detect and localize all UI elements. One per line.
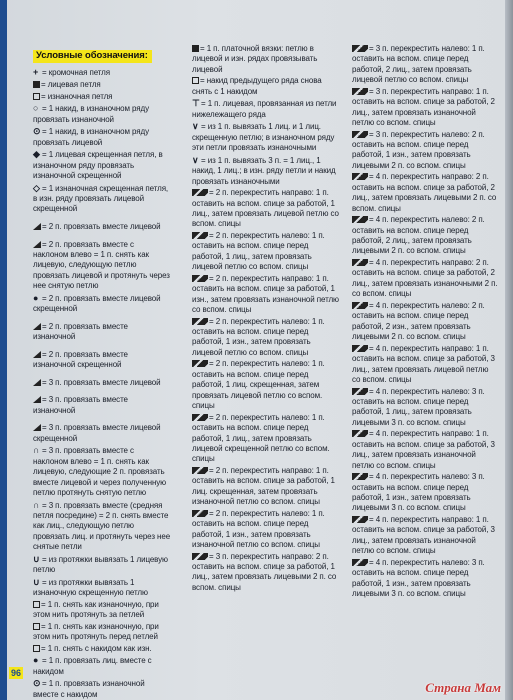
legend-item-text: = 2 п. перекрестить налево: 1 п. оставить на вспом. спице перед работой, 1 лиц., затем провязать лицевой петлю со вспом. спицы: [192, 231, 325, 272]
legend-item: [33, 554, 171, 576]
diamond-symbol-icon: ◆: [33, 149, 40, 160]
legend-item-text: = из 1 п. вывязать 3 п. = 1 лиц., 1 накид, 1 лиц.; в изн. ряду петли и накид провязать изнаночными: [192, 155, 336, 186]
cable-cross-icon: [352, 302, 368, 309]
cable-cross-icon: [352, 559, 368, 566]
legend-item-text: = лицевая петля: [41, 80, 101, 89]
legend-item: [192, 317, 339, 359]
legend-item: [192, 509, 339, 551]
legend-item-text: = 3 п. провязать вместе (средняя петля посредине) = 2 п. снять вместе как лиц., следующую петлю провязать лиц. и протянуть через нее снятые петли: [33, 500, 171, 552]
circle-symbol-icon: ○: [33, 103, 39, 114]
legend-item-text: = из протяжки вывязать 1 изнаночную скрещенную петлю: [33, 577, 148, 598]
legend-item-text: = 4 п. перекрестить направо: 1 п. оставить на вспом. спице за работой, 3 лиц., затем провязать изнаночной петлю со вспом. спицы: [352, 514, 495, 556]
arch-symbol-icon: ∩: [33, 499, 40, 510]
knit-stitch-icon: [192, 45, 199, 52]
bullet-symbol-icon: ●: [33, 292, 39, 303]
legend-item: [33, 234, 171, 292]
legend-item-text: = из 1 п. вывязать 1 лиц. и 1 лиц. скрещенную петлю; в изнаночном ряду эти петли провязать изнаночными: [192, 122, 335, 153]
cable-cross-icon: [352, 345, 368, 352]
legend-item: [33, 500, 171, 553]
legend-item-text: = 3 п. провязать вместе изнаночной: [33, 395, 128, 415]
legend-item: [33, 293, 171, 315]
legend-item-text: = накид предыдущего ряда снова снять с 1 накидом: [192, 76, 322, 96]
legend-item: [33, 126, 171, 148]
cable-cross-icon: [192, 189, 208, 196]
legend-item-text: = изнаночная петля: [41, 91, 113, 101]
legend-item-text: = 1 п. провязать изнаночной вместе с накидом: [33, 679, 145, 699]
decrease-icon: [33, 372, 41, 386]
legend-item: [33, 389, 171, 416]
dot-symbol-icon: ⊙: [33, 678, 41, 689]
legend-item-text: = 4 п. перекрестить налево: 2 п. оставить на вспом. спице перед работой, 2 лиц., затем провязать лицевыми 2 п. со вспом. спицы: [352, 215, 485, 256]
legend-item-text: = 2 п. перекрестить налево: 1 п. оставить на вспом. спице перед работой, 1 изн., затем провязать изнаночной петлю со вспом. спицы: [192, 508, 325, 549]
u-symbol-icon: ∪: [33, 576, 40, 587]
legend-item-text: = 2 п. перекрестить направо: 1 п. оставить на вспом. спице за работой, 1 изн., затем провязать изнаночной петлю со вспом. спицы: [192, 273, 339, 315]
legend-item-text: = 3 п. перекрестить направо: 1 п. оставить на вспом. спице за работой, 2 лиц., затем провязать изнаночной петлю со вспом. спицы: [352, 86, 495, 128]
legend-item: [192, 552, 339, 594]
legend-item-text: = 2 п. перекрестить налево: 1 п. оставить на вспом. спице перед работой, 1 лиц., затем провязать лицевой скрещенной петлю со вспом. спицы: [192, 412, 330, 464]
legend-item: [352, 558, 498, 600]
plus-symbol-icon: +: [33, 67, 39, 78]
cable-cross-icon: [192, 553, 208, 560]
cable-cross-icon: [352, 173, 368, 180]
purl-stitch-icon: [33, 623, 40, 630]
legend-item: [352, 258, 498, 300]
t-symbol-icon: ⊤: [192, 98, 200, 109]
cable-cross-icon: [192, 275, 208, 282]
legend-item: [33, 655, 171, 677]
cable-cross-icon: [352, 259, 368, 266]
legend-item: [33, 67, 171, 78]
legend-item-text: = 2 п. провязать вместе лицевой: [42, 222, 161, 231]
legend-item-text: = 3 п. перекрестить налево: 2 п. оставить на вспом. спице перед работой, 1 изн., затем провязать лицевыми 2 п. со вспом. спицы: [352, 129, 485, 170]
legend-item: [352, 87, 498, 129]
diamondo-symbol-icon: ◇: [33, 182, 40, 193]
legend-item-text: = 4 п. перекрестить направо: 2 п. оставить на вспом. спице за работой, 2 лиц., затем провязать изнаночными 2 п. со вспом. спицы: [352, 258, 498, 299]
legend-item: [352, 172, 498, 214]
legend-item: [192, 98, 339, 120]
legend-item-text: = 1 п. снять как изнаночную, при этом нить протянуть за петлей: [33, 599, 159, 620]
decrease-icon: [33, 234, 41, 248]
legend-item-text: = 3 п. провязать вместе лицевой: [42, 377, 161, 387]
decrease-icon: [33, 417, 41, 431]
v-symbol-icon: ∨: [192, 154, 199, 165]
legend-item: [33, 103, 171, 125]
legend-item: [192, 231, 339, 273]
legend-item: [352, 387, 498, 429]
legend-item-text: = 2 п. провязать вместе лицевой скрещенной: [33, 293, 161, 314]
knit-stitch-icon: [33, 81, 40, 88]
legend-item-text: = кромочная петля: [42, 68, 110, 78]
cable-cross-icon: [192, 360, 208, 367]
page-number: 96: [10, 668, 21, 678]
cable-cross-icon: [352, 388, 368, 395]
legend-item: [352, 344, 498, 386]
legend-item: [33, 216, 171, 232]
legend-item-text: = 2 п. перекрестить налево: 1 п. оставить на вспом. спице перед работой, 1 лиц. скрещенная, затем провязать лицевой петлю со вспом. спицы: [192, 359, 325, 411]
legend-item: [352, 472, 498, 514]
cable-cross-icon: [192, 232, 208, 239]
v-symbol-icon: ∨: [192, 121, 199, 132]
legend-item: [33, 149, 171, 181]
decrease-icon: [33, 216, 41, 230]
legend-item-text: = 4 п. перекрестить налево: 3 п. оставить на вспом. спице перед работой, 1 изн., затем провязать лицевыми 3 п. со вспом. спицы: [352, 557, 485, 598]
legend-item-text: = 1 п. провязать лиц. вместе с накидом: [33, 656, 152, 676]
legend-item: [192, 44, 339, 75]
bullet-symbol-icon: ●: [33, 655, 39, 666]
legend-item-text: = из протяжки вывязать 1 лицевую петлю: [33, 554, 168, 575]
legend-item: [192, 274, 339, 316]
legend-item: [192, 359, 339, 411]
cable-cross-icon: [352, 88, 368, 95]
legend-item: [33, 183, 171, 215]
legend-item: [352, 44, 498, 86]
dot-symbol-icon: ⊙: [33, 126, 41, 137]
legend-item-text: = 1 п. лицевая, провязанная из петли нижележащего ряда: [192, 99, 337, 119]
legend-column-3: [352, 44, 498, 694]
legend-item-text: = 3 п. перекрестить направо: 2 п. оставить на вспом. спице за работой, 1 лиц., затем провязать лицевыми 2 п. со вспом. спицы: [192, 551, 337, 592]
legend-item: [192, 76, 339, 97]
page-binding-edge: [505, 0, 513, 700]
legend-item: [192, 188, 339, 230]
legend-item: [33, 344, 171, 371]
decrease-icon: [33, 316, 41, 330]
page-tab-strip: [0, 0, 7, 700]
legend-item: [192, 121, 339, 153]
legend-column-2: [192, 44, 339, 694]
purl-stitch-icon: [33, 645, 40, 652]
legend-item-text: = 1 п. платочной вязки: петлю в лицевой и изн. рядах провязывать лицевой: [192, 44, 318, 74]
legend-item: [352, 130, 498, 172]
legend-item-text: = 2 п. перекрестить направо: 1 п. оставить на вспом. спице за работой, 1 лиц., затем провязать лицевой петлю со вспом. спицы: [192, 188, 339, 229]
legend-item-text: = 2 п. перекрестить налево: 1 п. оставить на вспом. спице перед работой, 1 изн., затем провязать лицевой петлю со вспом. спицы: [192, 316, 325, 357]
legend-item: [192, 466, 339, 508]
legend-item-text: = 3 п. перекрестить налево: 1 п. оставить на вспом. спице перед работой, 2 лиц., затем провязать лицевой петлю со вспом. спицы: [352, 44, 485, 85]
legend-item-text: = 4 п. перекрестить налево: 3 п. оставить на вспом. спице перед работой, 1 лиц., затем провязать лицевыми 3 п. со вспом. спицы: [352, 386, 485, 427]
cable-cross-icon: [352, 430, 368, 437]
cable-cross-icon: [352, 216, 368, 223]
legend-item-text: = 1 п. снять как изнаночную, при этом нить протянуть перед петлей: [33, 621, 159, 642]
legend-column-1: [33, 50, 171, 699]
u-symbol-icon: ∪: [33, 553, 40, 564]
legend-item-text: = 1 накид, в изнаночном ряду провязать лицевой: [33, 127, 150, 147]
watermark-logo: Страна Мам: [425, 680, 501, 695]
legend-item: [192, 413, 339, 465]
legend-item-text: = 2 п. провязать вместе с наклоном влево = 1 п. снять как лицевую, следующую петлю провязать лицевой и протянуть через нее снятую петлю: [33, 239, 170, 291]
legend-item-text: = 2 п. провязать вместе изнаночной скрещенной: [33, 349, 128, 370]
decrease-icon: [33, 344, 41, 358]
legend-item: [33, 417, 171, 444]
legend-item-text: = 3 п. провязать вместе лицевой скрещенной: [33, 423, 161, 443]
cable-cross-icon: [352, 516, 368, 523]
legend-item: [33, 600, 171, 621]
legend-item-text: = 2 п. провязать вместе изнаночной: [33, 321, 128, 342]
purl-stitch-icon: [33, 93, 40, 100]
legend-item-text: = 4 п. перекрестить направо: 1 п. оставить на вспом. спице за работой, 3 лиц., затем провязать изнаночной петлю со вспом. спицы: [352, 429, 495, 470]
legend-item: [33, 445, 171, 498]
legend-item-text: = 2 п. перекрестить направо: 1 п. оставить на вспом. спице за работой, 1 лиц. скрещенная, затем провязать изнаночной петлю со вспом. спицы: [192, 465, 335, 507]
cable-cross-icon: [352, 473, 368, 480]
legend-item-text: = 1 накид, в изнаночном ряду провязать изнаночной: [33, 104, 150, 124]
legend-item-text: = 3 п. провязать вместе с наклоном влево = 1 п. снять как лицевую, следующие 2 п. провязать вместе лицевой и через полученную петлю протянуть снятую петлю: [33, 446, 167, 498]
legend-item: [33, 372, 171, 388]
legend-item: [33, 577, 171, 599]
legend-item-text: = 1 п. снять с накидом как изн.: [41, 643, 152, 653]
legend-item: [33, 644, 171, 654]
cable-cross-icon: [192, 414, 208, 421]
legend-title: Условные обозначения:: [33, 50, 152, 63]
legend-item: [352, 301, 498, 343]
purl-stitch-icon: [192, 77, 199, 84]
legend-item: [33, 92, 171, 102]
legend-item-text: = 4 п. перекрестить направо: 1 п. оставить на вспом. спице за работой, 3 лиц., затем провязать лицевой петлю со вспом. спицы: [352, 343, 495, 384]
purl-stitch-icon: [33, 601, 40, 608]
cable-cross-icon: [192, 467, 208, 474]
legend-item: [33, 622, 171, 643]
decrease-icon: [33, 389, 41, 403]
legend-item-text: = 4 п. перекрестить налево: 3 п. оставить на вспом. спице перед работой, 1 изн., затем провязать лицевыми 3 п. со вспом. спицы: [352, 472, 485, 513]
legend-item-text: = 1 лицевая скрещенная петля, в изнаночном ряду провязать изнаночной скрещенной: [33, 150, 163, 180]
legend-item: [33, 80, 171, 90]
cable-cross-icon: [352, 45, 368, 52]
legend-item: [33, 678, 171, 700]
legend-item: [33, 316, 171, 343]
legend-item: [352, 215, 498, 257]
cable-cross-icon: [192, 318, 208, 325]
legend-item: [192, 155, 339, 187]
cable-cross-icon: [192, 510, 208, 517]
legend-item: [352, 515, 498, 557]
legend-item-text: = 1 изнаночная скрещенная петля, в изн. ряду провязать лицевой скрещенной: [33, 183, 169, 214]
legend-item-text: = 4 п. перекрестить направо: 2 п. оставить на вспом. спице за работой, 2 лиц., затем провязать лицевыми 2 п. со вспом. спицы: [352, 172, 497, 213]
arch-symbol-icon: ∩: [33, 445, 40, 456]
cable-cross-icon: [352, 131, 368, 138]
legend-item: [352, 429, 498, 471]
legend-item-text: = 4 п. перекрестить налево: 2 п. оставить на вспом. спице перед работой, 2 изн., затем провязать лицевыми 2 п. со вспом. спицы: [352, 300, 485, 342]
